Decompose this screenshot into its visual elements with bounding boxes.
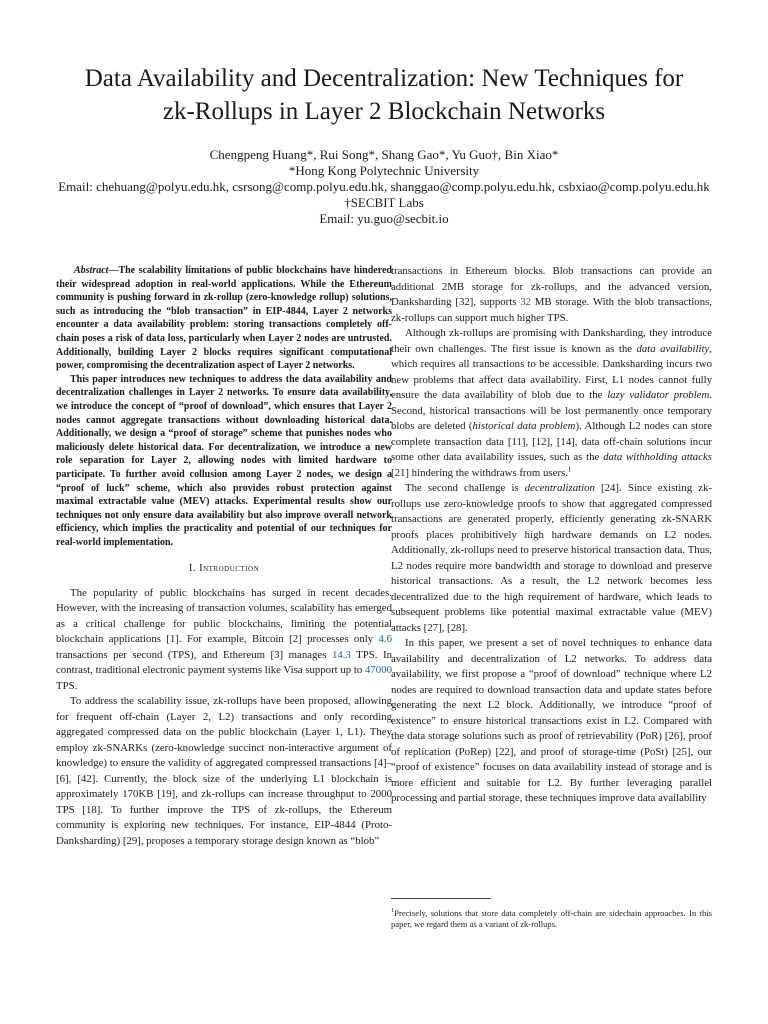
- title-line-2: zk-Rollups in Layer 2 Blockchain Networks: [162, 98, 606, 125]
- footnote: [391, 905, 712, 930]
- intro-paragraph-2: To address the scalability issue, zk-rollups have been proposed, allowing for frequent off-chain (Layer 2, L2) transactions and only recording aggregated compressed data on the public blockchain (Layer 1, L1). They employ zk-SNARKs (zero-knowledge succinct non-interactive argument of knowledge) to ensure the validity of aggregated compressed transactions [4]–[6], [42]. Currently, the block size of the underlying L1 blockchain is approximately 170KB [19], and zk-rollups can increase throughput to 2000 TPS [18]. To further improve the TPS of zk-rollups, the Ethereum community is exploring new techniques. For instance, EIP-4844 (Proto-Danksharding) [29], proposes a temporary storage design known as “blob”: [56, 695, 392, 847]
- paper-title: [40, 62, 728, 128]
- footnote-divider: [391, 898, 491, 899]
- intro-paragraph-1: The popularity of public blockchains has surged in recent decades. However, with the increasing of transaction volumes, scalability has emerged as a critical challenge for public blockchains, limiting the potential blockchain applications [1]. For example, Bitcoin [2] processes only 4.6 transactions per second (TPS), and Ethereum [3] manages 14.3 TPS. In contrast, traditional electronic payment systems like Visa support up to 47000 TPS.: [56, 586, 392, 692]
- affiliation-secbit: †SECBIT Labs: [344, 195, 424, 210]
- abstract-paragraph-2: This paper introduces new techniques to address the data availability and decentralization challenges in Layer 2 networks. To ensure data availability, we introduce the concept of “proof of download”, which ensures that Layer 2 nodes cannot aggregate transactions without downloading historical data. Additionally, we design a “proof of storage” scheme that punishes nodes who maliciously delete historical data. For decentralization, we introduce a new role separation for Layer 2, allowing nodes with limited hardware to participate. To further avoid collusion among Layer 2 nodes, we design a “proof of luck” scheme, which also provides robust protection against maximal extractable value (MEV) attacks. Experimental results show our techniques not only ensure data availability but also improve overall network efficiency, which implies the practicality and potential of our techniques for real-world implementation.: [56, 373, 392, 548]
- abstract-label: Abstract: [74, 265, 109, 276]
- author-email-secbit: Email: yu.guo@secbit.io: [319, 211, 449, 226]
- intro-paragraph-6: In this paper, we present a set of novel techniques to enhance data availability and decentralization of L2 networks. To address data availability, we first propose a “proof of download” technique where L2 nodes are required to download transaction data and update states before generating the next L2 block. Additionally, we introduce “proof of existence” to ensure historical transactions exist in L2. Compared with the data storage solutions such as proof of retrievability (PoR) [26], proof of replication (PoRep) [22], and proof of storage-time (PoSt) [25], our “proof of existence” focuses on data availability instead of storage and is more efficient and suitable for L2. By further leveraging parallel processing and partial storage, these techniques improve data availability: [391, 637, 712, 804]
- title-line-1: Data Availability and Decentralization: New Techniques for: [84, 65, 684, 92]
- author-emails-polyu: Email: chehuang@polyu.edu.hk, csrsong@comp.polyu.edu.hk, shanggao@comp.polyu.edu.hk, csbxiao@comp.polyu.edu.hk: [58, 179, 710, 194]
- author-names: Chengpeng Huang*, Rui Song*, Shang Gao*, Yu Guo†, Bin Xiao*: [209, 147, 559, 162]
- right-column: [391, 264, 712, 807]
- author-block: [40, 147, 728, 227]
- intro-paragraph-3: transactions in Ethereum blocks. Blob transactions can provide an additional 2MB storage for zk-rollups, and the advanced version, Danksharding [32], supports 32 MB storage. With the blob transactions, zk-rollups can support much higher TPS.: [391, 265, 712, 324]
- abstract-paragraph-1: Abstract—The scalability limitations of public blockchains have hindered their widespread adoption in real-world applications. While the Ethereum community is pushing forward in zk-rollup (zero-knowledge rollup) solutions, such as introducing the “blob transaction” in EIP-4844, Layer 2 networks encounter a data availability problem: storing transactions completely off-chain poses a risk of data loss, particularly when Layer 2 nodes are untrusted. Additionally, building Layer 2 blocks requires significant computational power, compromising the decentralization aspect of Layer 2 networks.: [56, 265, 392, 372]
- left-column: [56, 264, 392, 849]
- section-heading-introduction: I. Introduction: [188, 563, 260, 575]
- intro-paragraph-5: The second challenge is decentralization [24]. Since existing zk-rollups use zero-knowledge proofs to show that aggregated compressed transactions are generated properly, efficiently generating zk-SNARK proofs places prohibitively high hardware demands on L2 nodes. Additionally, zk-rollups need to preserve historical transaction data. Thus, L2 nodes require more bandwidth and storage to download and preserve historical transactions. As a result, the L2 network becomes less decentralized due to the high requirement of hardware, which leads to subsequent problems like potential maximal extractable value (MEV) attacks [27], [28].: [391, 482, 712, 634]
- footnote-mark: 1: [391, 907, 395, 914]
- intro-paragraph-4: Although zk-rollups are promising with Danksharding, they introduce their own challenges. The first issue is known as the data availability, which requires all transactions to be accessible. Danksharding incurs two new problems that affect data availability. First, L1 nodes cannot fully ensure the data availability of blob due to the lazy validator problem. Second, historical transactions will be lost permanently once temporary blobs are deleted (historical data problem). Although L2 nodes can store complete transaction data [11], [12], [14], data off-chain solutions incur some other data availability issues, such as the data withholding attacks [21] hindering the withdraws from users.$^1$: [391, 327, 712, 479]
- footnote-reference[interactable]: 1: [567, 464, 572, 473]
- footnote-text: Precisely, solutions that store data completely off-chain are sidechain approaches. In this paper, we regard them as a variant of zk-rollups.: [391, 907, 712, 929]
- abstract: [56, 264, 392, 549]
- affiliation-polyu: *Hong Kong Polytechnic University: [288, 163, 480, 178]
